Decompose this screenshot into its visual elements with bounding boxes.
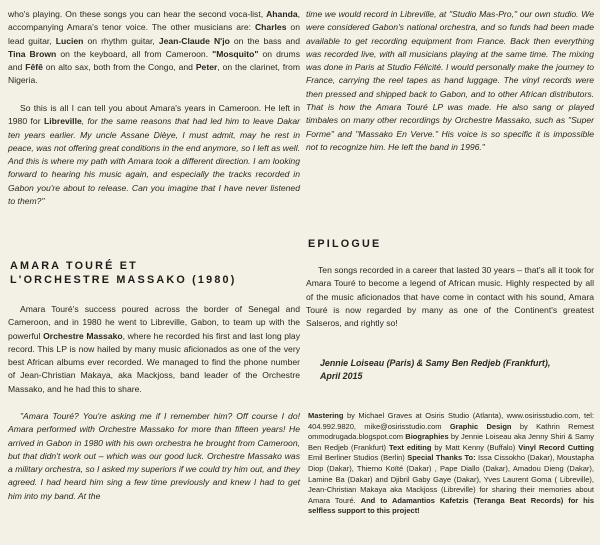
intro-paragraph xyxy=(8,8,300,88)
epilogue-text: Ten songs recorded in a career that lasted 30 years – that's all it took for Amara Touré to become a legend of African music. Highly respected by all of the music aficionados that have come in contact with his sound, Amara Touré is now regarded by many as one of the Continent's greatest Salseros, and rightly so! xyxy=(306,265,594,329)
text-run: on lead guitar, xyxy=(8,22,300,46)
text-run: , accompanying Amara's tenor voice. The other musicians are: xyxy=(8,9,300,33)
credit-label: Graphic Design xyxy=(449,421,512,431)
credit-dedication: And to Adamantios Kafetzis (Teranga Beat Records) for his selfless support to this project! xyxy=(308,495,594,516)
text-run: on the bass and xyxy=(229,35,300,46)
credit-text: by Michael Graves at Osiris Studio (Atlanta), www.osirisstudio.com, tel: 404.992.9820, mike@osirisstudio.com xyxy=(308,411,594,431)
credit-text: by Jennie Loiseau aka Jenny Shiri & Samy Ben Redjeb (Frankfurt) xyxy=(308,432,594,452)
musician-name: Ahanda xyxy=(266,9,298,19)
text-run: time we would record in Libreville, at "Studio Mas-Pro," our own studio. We were considered Gabon's national orchestra, and so funds had been made available to get recording equipment from France. Back then everything was recorded live, with all musicians playing at the same time. The mixing was done in Paris at Studio Félicité. I would personally make the journey to France, carrying the reel tapes as hand luggage. The vinyl records were then pressed and shipped back to Gabon, and to other African distributors. That is how the Amara Touré LP was made. He also sang or played timbales on many other recordings by Orchestre Massako, such as xyxy=(306,9,594,126)
album-title: "Massako En Verve." xyxy=(355,128,438,139)
text-run: on drums and xyxy=(8,48,300,73)
text-run: , where he recorded his first and last long play record. This LP is now hailed by many music aficionados as one of the very best African albums ever recorded. We managed to find the phone number of Jean-Christian Makaya, aka Mackjoss, band leader of the Orchestre Massako, and he had this to share. xyxy=(8,330,301,394)
text-run: on the keyboard, all from Cameroon. xyxy=(56,48,213,59)
epilogue-heading: EPILOGUE xyxy=(308,238,382,250)
section-heading xyxy=(10,259,302,287)
musician-name: Lucien xyxy=(55,35,84,46)
quote-text: , for the same reasons that had led him to leave Dakar ten years earlier. My uncle Assane Dièye, I must admit, may he rest in peace, was not offering great conditions in the end anymore, so I left as well. And this is where my path with Amara took a different direction. I am looking forward to hearing his music again, and especially the tracks recorded in Gabon you're about to release. Can you imagine that I have never listened to them?" xyxy=(8,116,300,207)
heading-line: AMARA TOURÉ ET xyxy=(10,260,138,272)
credits-block xyxy=(308,411,594,517)
credit-label: Special Thanks To: xyxy=(407,453,476,463)
text-run: on rhythm guitar, xyxy=(83,35,159,46)
text-run: and xyxy=(333,128,356,139)
cameroon-paragraph xyxy=(8,102,300,208)
band-name: Orchestre Massako xyxy=(43,330,123,341)
text-run: So this is all I can tell you about Amara's years in Cameroon. He left in 1980 for xyxy=(8,103,300,127)
credit-text: Emil Berliner Studios (Berlin) xyxy=(308,453,408,463)
heading-line: L'ORCHESTRE MASSAKO (1980) xyxy=(10,274,237,286)
massako-paragraph xyxy=(8,303,300,396)
musician-name: Jean-Claude N'jo xyxy=(158,35,230,46)
musician-name: "Mosquito" xyxy=(212,48,259,59)
mackjoss-quote: "Amara Touré? You're asking me if I remember him? Off course I do! Amara performed with Orchestre Massako for more than fifteen years! He arrived in Gabon in 1980 with his own orchestra he brought from Cameroon, but that didn't work out – which was our good luck. Orchestre Massako was a military orchestra, so I asked my superiors if we could try him out, and they agreed. I had heard him sing a few time previously and knew I had to get him into my band. At the xyxy=(8,411,300,501)
credit-label: Biographies xyxy=(405,432,449,442)
text-run: His voice is so specific it is impossible not to recognize him. He left the band in 1996." xyxy=(306,128,594,152)
signature-authors: Jennie Loiseau (Paris) & Samy Ben Redjeb (Frankfurt), xyxy=(320,358,551,368)
musician-name: Fêfê xyxy=(25,62,43,73)
signature-date: April 2015 xyxy=(320,371,363,382)
musician-name: Charles xyxy=(254,22,287,33)
place-name: Libreville xyxy=(44,116,82,127)
signature xyxy=(320,357,594,384)
credit-text: by Matt Kenny (Buffalo) xyxy=(431,442,519,452)
text-run: who's playing. On these songs you can hear the second voca-list, xyxy=(8,9,267,19)
credits-text xyxy=(308,411,594,517)
text-run: , on the clarinet, from Nigeria. xyxy=(8,62,300,86)
text-run: Amara Touré's success poured across the border of Senegal and Cameroon, and in 1980 he went to Libreville, Gabon, to team up with the powerful xyxy=(8,304,300,341)
credit-text: by Kathrin Remest ommodrugada.blogspot.com xyxy=(308,421,594,442)
album-title: "Super Forme" xyxy=(306,115,594,139)
credit-text: Issa Cissokho (Dakar), Moustapha Diop (Dakar), Thierno Koïté (Dakar) , Pape Diallo (Dakar), Amadou Dieng (Dakar), Lamine Ba (Dakar) and Djibril Gaby Gaye (Dakar), Yves Laurent Goma ( Libreville), Jean-Christian Makaya aka Mackjoss (Libreville) for sharing their memories about Amara Touré. xyxy=(308,453,594,505)
musician-name: Tina Brown xyxy=(8,48,57,59)
credit-label: Text editing xyxy=(389,442,432,452)
credit-label: Vinyl Record Cutting xyxy=(518,442,594,452)
credit-label: Mastering xyxy=(308,411,344,420)
quote-continuation xyxy=(306,8,594,154)
musician-name: Peter xyxy=(195,62,218,73)
text-run: on alto sax, both from the Congo, and xyxy=(42,62,196,73)
